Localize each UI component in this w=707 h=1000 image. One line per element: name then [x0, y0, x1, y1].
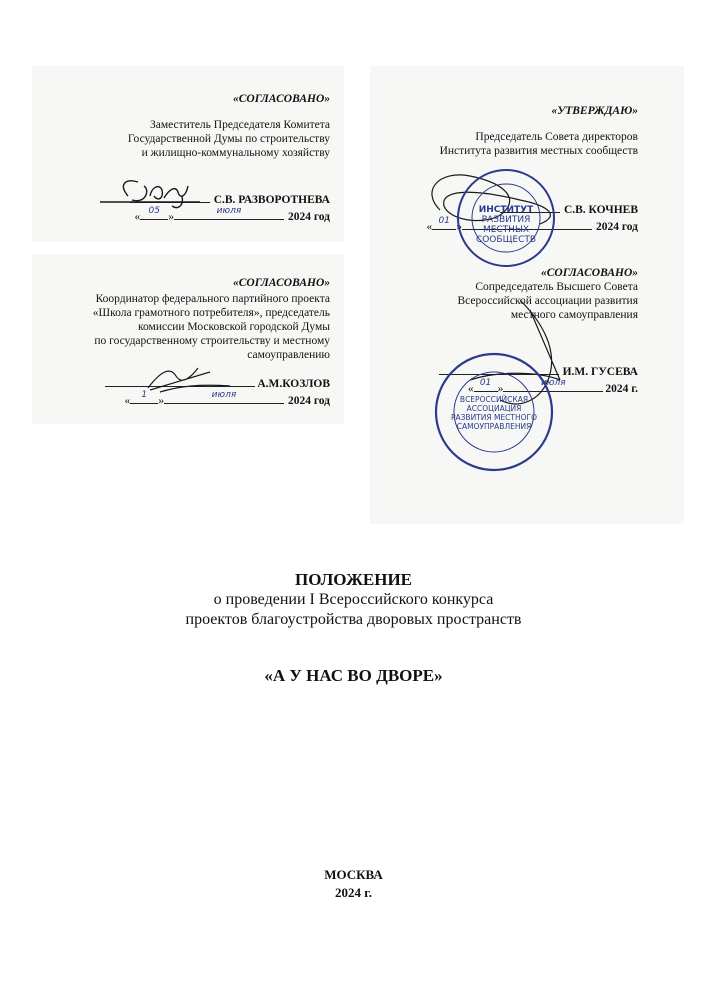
signature-underline — [500, 200, 560, 213]
approval-line: местного самоуправления — [510, 309, 638, 321]
contest-name: «А У НАС ВО ДВОРЕ» — [264, 666, 443, 685]
document-subtitle-line-2: проектов благоустройства дворовых пространств — [185, 611, 522, 628]
approval-line: самоуправлению — [247, 349, 330, 361]
date-quote-close: » — [456, 221, 462, 233]
stamp-institute-text-2: РАЗВИТИЯ — [481, 215, 531, 225]
date-day: 01 — [438, 216, 450, 226]
signatory-name: И.М. ГУСЕВА — [562, 366, 638, 378]
approval-line: Всероссийской ассоциации развития — [457, 295, 638, 307]
document-footer — [0, 866, 707, 902]
signature-line — [380, 200, 638, 217]
approval-line: Председатель Совета директоров — [475, 131, 638, 143]
date-year: 2024 год — [287, 395, 330, 407]
approval-line: Сопредседатель Высшего Совета — [475, 281, 638, 293]
document-title: ПОЛОЖЕНИЕ — [295, 570, 412, 589]
date-day: 01 — [479, 378, 492, 388]
date-line — [40, 207, 330, 224]
date-quote-open: « — [467, 383, 474, 395]
date-quote-open: « — [134, 211, 141, 223]
date-day: 05 — [148, 206, 160, 216]
signature-underline — [105, 374, 255, 387]
approval-line: Заместитель Председателя Комитета — [149, 119, 330, 131]
stamp-institute-text-3: МЕСТНЫХ — [482, 225, 530, 235]
date-quote-open: « — [426, 221, 433, 233]
footer-year: 2024 г. — [335, 885, 372, 900]
stamp-association-text-2: АССОЦИАЦИЯ — [466, 404, 522, 413]
approval-line: Института развития местных сообществ — [439, 145, 638, 157]
stamp-institute-text-1: ИНСТИТУТ — [478, 205, 534, 215]
approval-block-guseva — [380, 266, 638, 396]
stamp-association-text-1: ВСЕРОССИЙСКАЯ — [459, 395, 529, 404]
date-year: 2024 год — [287, 211, 330, 223]
document-title-block — [0, 570, 707, 686]
document-subtitle-line-1: о проведении I Всероссийского конкурса — [213, 591, 494, 608]
approval-block-kozlov — [40, 276, 330, 408]
signature-underline — [439, 362, 559, 375]
date-year: 2024 год — [595, 221, 638, 233]
approval-line: и жилищно-коммунальному хозяйству — [141, 147, 330, 159]
date-quote-close: » — [168, 211, 174, 223]
approval-line: комиссии Московской городской Думы — [138, 321, 330, 333]
date-line — [40, 391, 330, 408]
signature-underline — [130, 190, 210, 203]
approval-line: «Школа грамотного потребителя», председатель — [92, 307, 330, 319]
approval-line: Государственной Думы по строительству — [127, 133, 330, 145]
approval-heading: «СОГЛАСОВАНО» — [232, 93, 330, 105]
signatory-name: С.В. РАЗВОРОТНЕВА — [213, 194, 330, 206]
date-month: июля — [211, 390, 237, 400]
signatory-name: С.В. КОЧНЕВ — [563, 204, 638, 216]
date-year: 2024 г. — [605, 383, 638, 395]
approval-heading: «СОГЛАСОВАНО» — [232, 277, 330, 289]
date-quote-close: » — [497, 383, 504, 395]
footer-city: МОСКВА — [324, 867, 383, 882]
stamp-institute-text-4: СООБЩЕСТВ — [475, 235, 537, 245]
approval-line: по государственному строительству и местному — [94, 335, 330, 347]
date-line — [380, 379, 638, 396]
approval-block-razvorotneva — [40, 92, 330, 224]
stamp-association-text-4: САМОУПРАВЛЕНИЯ — [456, 422, 532, 431]
date-month-underline — [462, 217, 592, 230]
approval-block-kochnev — [380, 104, 638, 234]
approval-heading: «СОГЛАСОВАНО» — [540, 267, 638, 279]
date-line — [380, 217, 638, 234]
signatory-name: А.М.КОЗЛОВ — [257, 378, 330, 390]
date-quote-open: « — [124, 395, 131, 407]
date-month: июля — [216, 206, 242, 216]
approval-line: Координатор федерального партийного проекта — [95, 293, 330, 305]
stamp-association-text-3: РАЗВИТИЯ МЕСТНОГО — [450, 413, 538, 422]
date-month: июля — [541, 378, 566, 388]
approval-heading: «УТВЕРЖДАЮ» — [551, 105, 638, 117]
date-day: 1 — [141, 390, 148, 400]
date-quote-close: » — [158, 395, 164, 407]
